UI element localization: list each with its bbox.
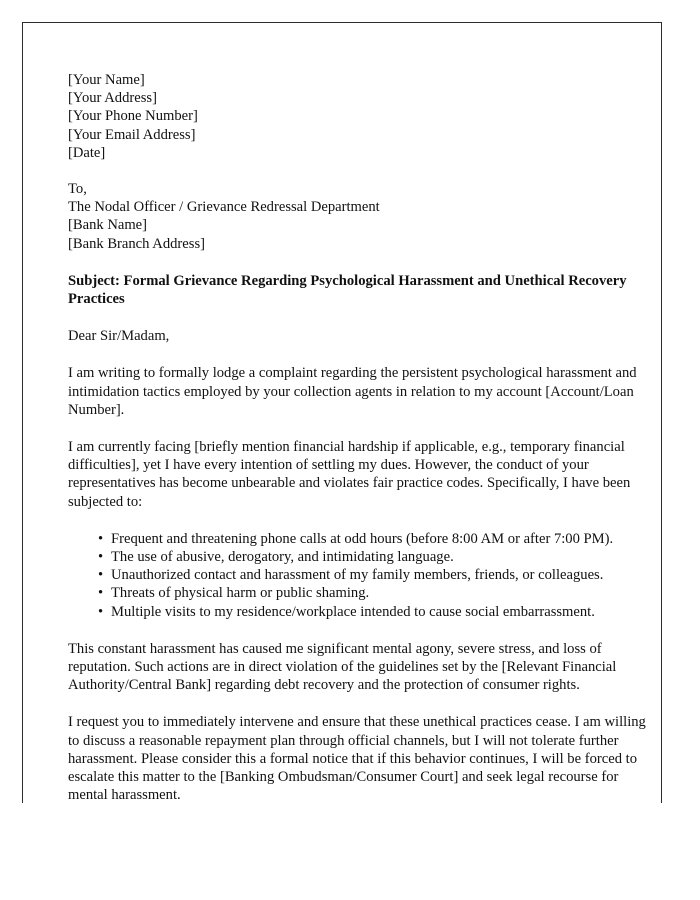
list-item: • The use of abusive, derogatory, and intimidating language. (98, 548, 660, 566)
spacer-after-list (68, 621, 660, 640)
spacer-after-subject (68, 308, 660, 327)
paragraph-one: I am writing to formally lodge a complaint regarding the persistent psychological harassment and intimidation tactics employed by your collection agents in relation to my account [Account/Loan Number]. (68, 365, 637, 418)
sender-address-block (68, 71, 660, 162)
sender-phone: [Your Phone Number] (68, 108, 198, 125)
salutation: Dear Sir/Madam, (68, 328, 170, 345)
spacer-before-list (68, 511, 660, 530)
recipient-officer: The Nodal Officer / Grievance Redressal Department (68, 199, 380, 216)
sender-email: [Your Email Address] (68, 126, 196, 143)
sender-address: [Your Address] (68, 90, 157, 107)
recipient-address-block (68, 180, 660, 253)
recipient-bank-branch-address: [Bank Branch Address] (68, 235, 205, 252)
spacer-after-paragraph-one (68, 419, 660, 438)
subject-line: Subject: Formal Grievance Regarding Psychological Harassment and Unethical Recovery Practices (68, 272, 627, 308)
paragraph-two: I am currently facing [briefly mention financial hardship if applicable, e.g., temporary financial difficulties], yet I have every intention of settling my dues. However, the conduct of your representatives has become unbearable and violates fair practice codes. Specifically, I have been subjected to: (68, 439, 631, 510)
paragraph-four: I request you to immediately intervene and ensure that these unethical practices cease. I am willing to discuss a reasonable repayment plan through official channels, but I will not tolerate further harassment. Please consider this a formal notice that if this behavior continues, I will be forced to escalate this matter to the [Banking Ombudsman/Consumer Court] and seek legal recourse for mental harassment. (68, 714, 646, 804)
list-item: • Threats of physical harm or public shaming. (98, 584, 660, 602)
recipient-salutation-to: To, (68, 181, 87, 198)
paragraph-three: This constant harassment has caused me significant mental agony, severe stress, and loss of reputation. Such actions are in direct violation of the guidelines set by the [Relevant Financial Authority/Central Bank] regarding debt recovery and the protection of consumer rights. (68, 640, 617, 694)
list-item: • Unauthorized contact and harassment of my family members, friends, or colleagues. (98, 566, 660, 584)
spacer-after-paragraph-three (68, 694, 660, 713)
letter-date: [Date] (68, 144, 106, 161)
grievance-list (68, 530, 660, 621)
spacer-after-recipient (68, 253, 660, 272)
recipient-bank-name: [Bank Name] (68, 217, 148, 234)
document-body (68, 71, 660, 805)
spacer-after-sender (68, 162, 660, 180)
list-item: • Multiple visits to my residence/workplace intended to cause social embarrassment. (98, 603, 660, 621)
document-page-frame (22, 22, 662, 803)
sender-name: [Your Name] (68, 72, 145, 88)
list-item: • Frequent and threatening phone calls at odd hours (before 8:00 AM or after 7:00 PM). (98, 530, 660, 548)
spacer-after-salutation (68, 345, 660, 364)
